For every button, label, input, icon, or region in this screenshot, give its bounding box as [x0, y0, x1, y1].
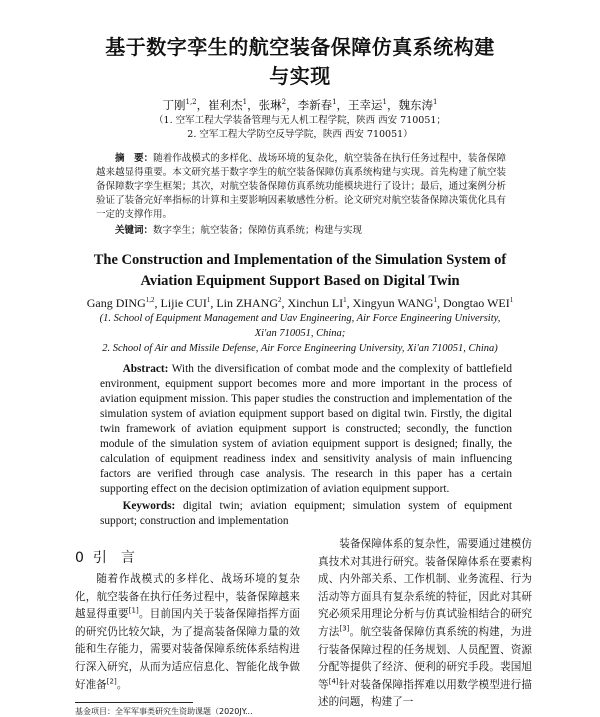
author-affiliation-mark: 1 — [433, 98, 438, 107]
author-name: Xinchun LI — [287, 296, 344, 310]
author-affiliation-mark: 1 — [433, 296, 437, 304]
cn-authors: 丁刚$^{1,2}$，崔利杰$^1$，张琳$^2$，李新春$^1$，王幸运$^1$，魏东涛$^1$ — [162, 98, 438, 112]
footnote: 基金项目：全军军事类研究生资助课题（2020JY... — [75, 707, 253, 717]
author-name: Lijie CUI — [160, 296, 207, 310]
text: 。目前国内关于装备保障指挥方面的研究仍比较欠缺，为了提高装备保障力量的效能和生存能力，需要对装备保障系统体系结构进行深入研究，从而为适应信息化、智能化战争做好准备 — [75, 608, 301, 691]
text: 。航空装备保障仿真系统的构建，为进行装备保障过程的任务规划、人员配置、资源分配等提供了经济、便利的研究手段。裴国旭等 — [318, 625, 533, 691]
author-name: 魏东涛 — [398, 98, 434, 112]
author-name: 崔利杰 — [208, 98, 243, 112]
en-title-line2: Aviation Equipment Support Based on Digital Twin — [140, 273, 460, 289]
en-keywords — [100, 499, 512, 529]
author-name: 王幸运 — [348, 98, 383, 112]
left-column-paragraph — [75, 571, 300, 694]
en-affiliation-1b: Xi'an 710051, China; — [254, 328, 346, 339]
cn-keywords-text: 数字孪生；航空装备；保障仿真系统；构建与实现 — [153, 225, 363, 236]
cn-affiliation-1: （1. 空军工程大学装备管理与无人机工程学院，陕西 西安 710051； — [154, 115, 446, 126]
author-affiliation-mark: 1 — [206, 296, 211, 304]
right-column-paragraph — [318, 536, 532, 712]
en-abstract-text: With the diversification of combat mode and the complexity of battlefield environment, equipment support becomes more and more important in the process of aviation equipment mission. This paper studies the construction and implementation of the simulation system of aviation equipment support based on digital twin. Firstly, the digital twin framework of aviation equipment support is constructed; secondly, the function module of the simulation system of aviation equipment support is designed; finally, the calculation of equipment readiness index and sensitivity analysis of main influencing factors are verified through case analysis. The research in this paper has a certain supporting effect on the decision optimization of aviation equipment support. — [100, 363, 512, 495]
en-authors: Gang DING$^{1,2}$, Lijie CUI$^1$, Lin ZHANG$^2$, Xinchun $LI^1$, Xingyun WANG$^1$, Dongtao WEI$^1$ — [86, 296, 514, 310]
author-name: Dongtao WEI — [442, 296, 510, 310]
section-heading — [75, 547, 300, 569]
cn-title-line2: 与实现 — [269, 64, 331, 88]
section-title: 引 言 — [92, 550, 135, 566]
en-keywords-text: digital twin; aviation equipment; simulation system of equipment support; construction and implementation — [100, 500, 512, 527]
cn-abstract — [96, 152, 506, 222]
en-title-line1: The Construction and Implementation of the Simulation System of — [93, 252, 507, 268]
author-name: 李新春 — [297, 98, 333, 112]
author-name: Gang DING — [86, 296, 146, 310]
en-affiliation-2: 2. School of Air and Missile Defense, Air Force Engineering University, Xi'an 710051, China) — [102, 343, 498, 354]
author-name: Lin ZHANG — [216, 296, 279, 310]
author-affiliation-mark: 1 — [332, 98, 337, 107]
author-name: 张琳 — [258, 98, 282, 112]
cn-abstract-label: 摘 要： — [115, 153, 154, 164]
body-columns — [75, 538, 600, 717]
section-number: 0 — [75, 550, 84, 566]
text: 随着作战模式的多样化、战场环境的复杂化，航空装备在执行任务过程中，装备保障越来越显得重要 — [75, 573, 300, 621]
cn-keywords-label: 关键词： — [115, 225, 154, 236]
right-column — [318, 536, 532, 717]
author-affiliation-mark: 2 — [281, 98, 287, 107]
author-affiliation-mark: 1,2 — [145, 296, 155, 304]
footnote-divider — [75, 702, 193, 703]
en-abstract — [100, 362, 512, 497]
citation: [3] — [339, 624, 350, 633]
text: 针对装备保障指挥难以用数学模型进行描述的问题，构建了一 — [318, 678, 533, 709]
cn-keywords — [96, 224, 506, 238]
cn-affiliation-2: 2. 空军工程大学防空反导学院，陕西 西安 710051） — [187, 129, 413, 140]
text: 装备保障体系的复杂性，需要通过建模仿真技术对其进行研究。装备保障体系在要素构成、内外部关系、工作机制、业务流程、行为活动等方面具有复杂系统的特征，因此对其研究必须采用理论分析与仿真试验相结合的研究方法 — [318, 538, 532, 638]
text: 。 — [116, 678, 128, 691]
cn-abstract-text: 随着作战模式的多样化、战场环境的复杂化，航空装备在执行任务过程中，装备保障越来越显得重要。本文研究基于数字孪生的航空装备保障仿真系统构建与实现。首先构建了航空装备保障数字孪生框架；其次，对航空装备保障仿真系统功能模块进行了设计；最后，通过案例分析验证了装备完好率指标的计算和主要影响因素敏感性分析。论文研究对航空装备保障决策优化具有一定的支撑作用。 — [96, 153, 506, 220]
author-affiliation-mark: 2 — [278, 296, 282, 304]
author-name: Xingyun WANG — [352, 296, 434, 310]
left-column — [75, 547, 300, 717]
en-keywords-label: Keywords: — [122, 500, 176, 512]
en-affiliation-1a: (1. School of Equipment Management and Uav Engineering, Air Force Engineering University, — [99, 313, 501, 324]
citation: [2] — [106, 677, 117, 686]
author-affiliation-mark: 1 — [242, 98, 248, 107]
author-affiliation-mark: 1,2 — [185, 98, 197, 107]
author-affiliation-mark: 1 — [509, 296, 514, 304]
cn-title-line1: 基于数字孪生的航空装备保障仿真系统构建 — [105, 35, 495, 59]
citation: [4] — [328, 677, 339, 686]
author-name: 丁刚 — [162, 98, 186, 112]
en-abstract-label: Abstract: — [122, 363, 169, 375]
author-affiliation-mark: 1 — [343, 296, 347, 304]
author-affiliation-mark: 1 — [382, 98, 388, 107]
citation: [1] — [128, 606, 139, 615]
